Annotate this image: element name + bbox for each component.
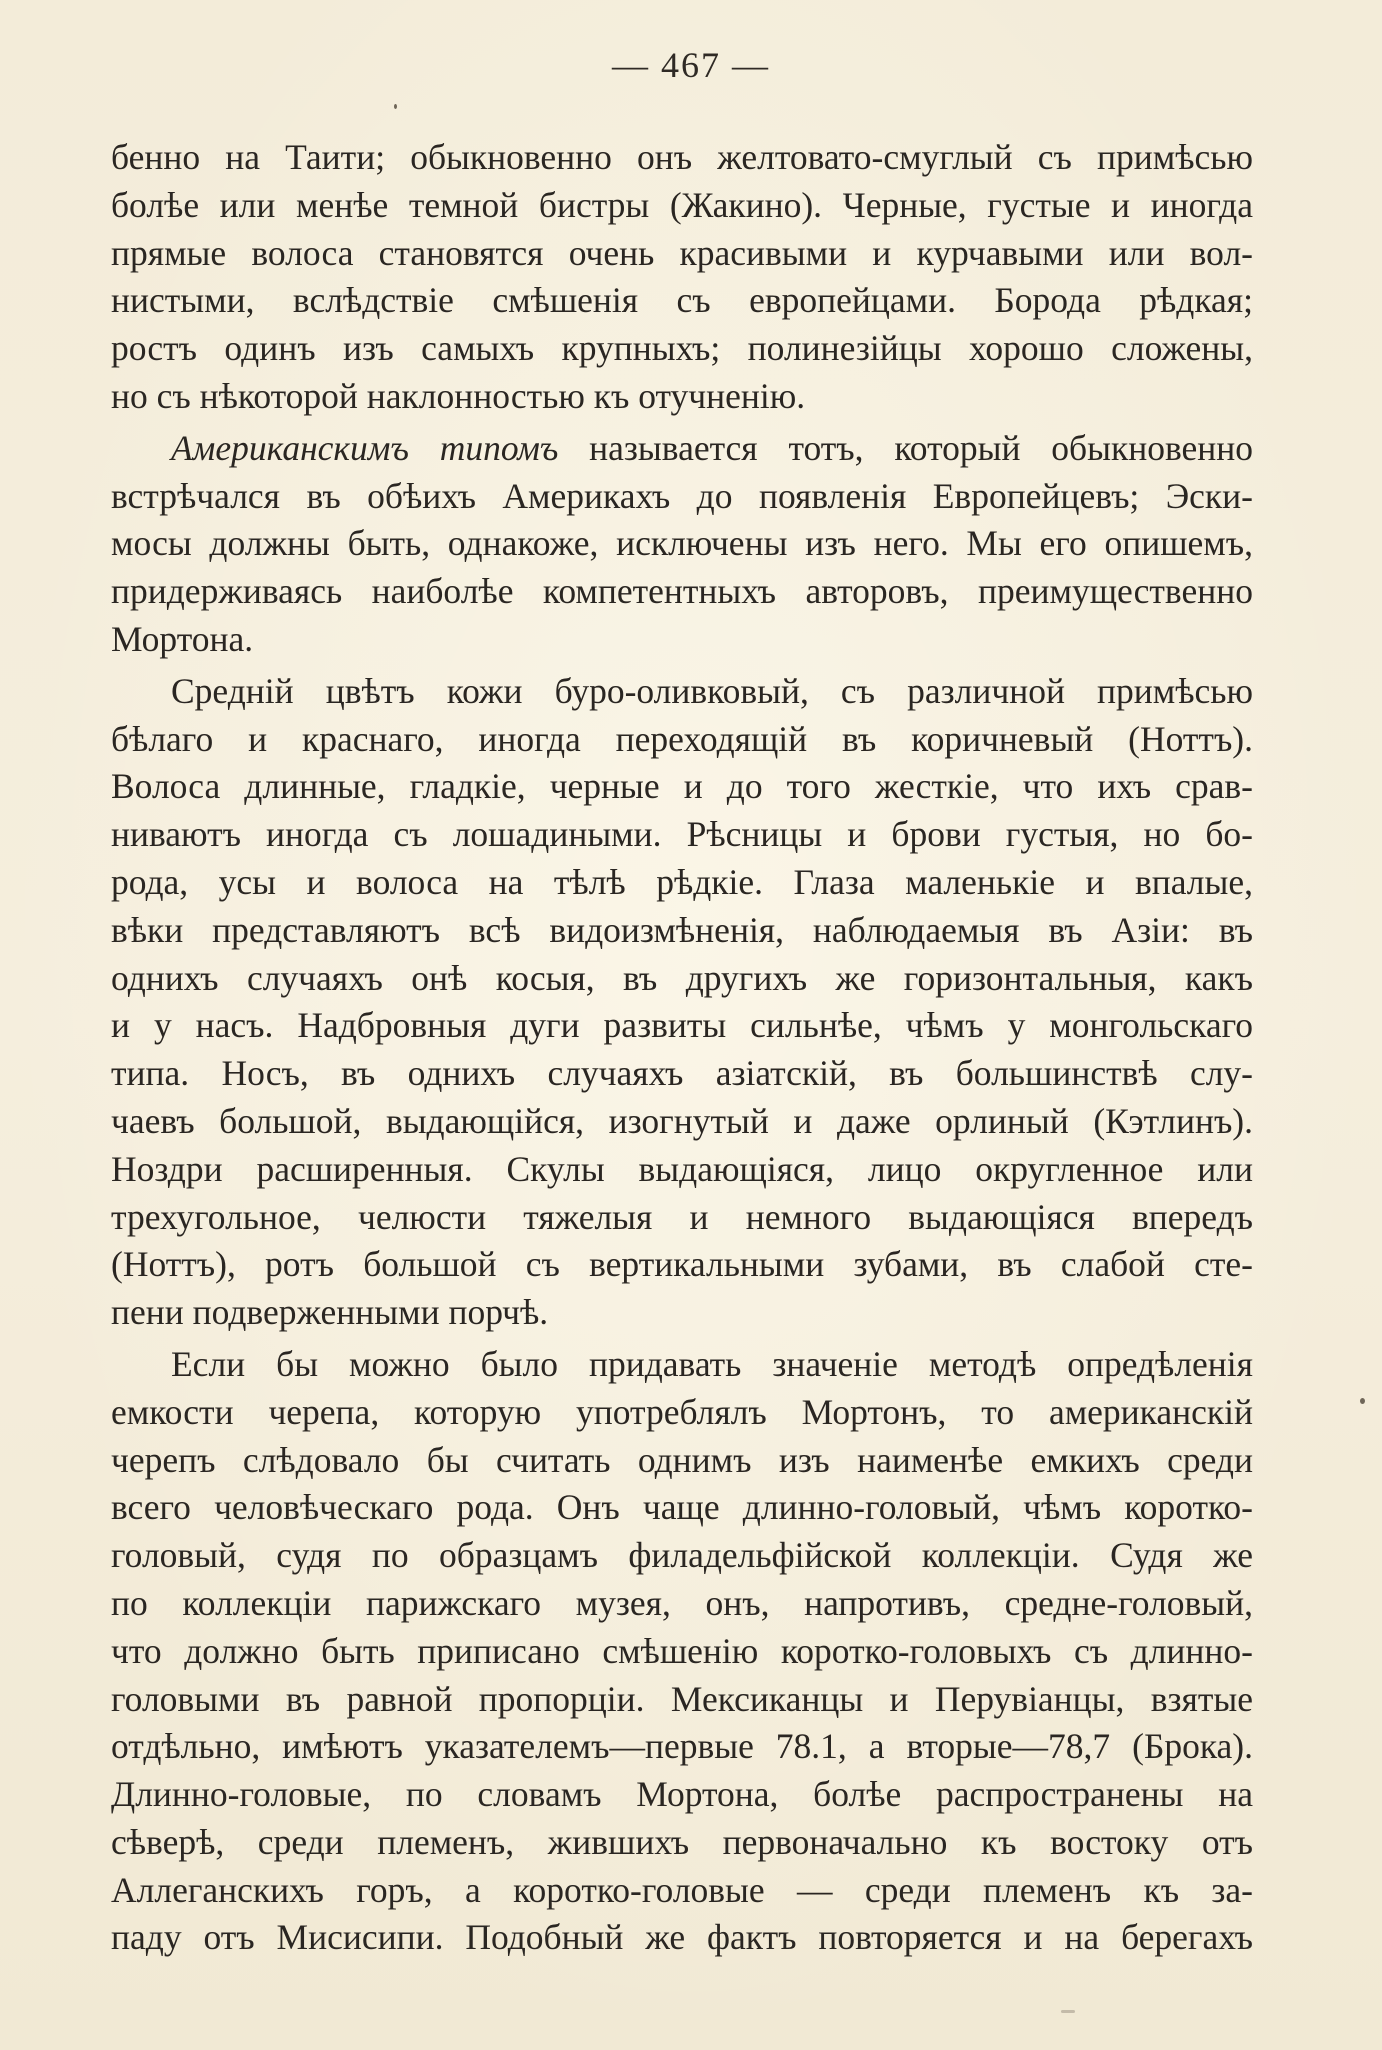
page-number: — 467 — [612, 45, 770, 85]
text-line: ниваютъ иногда съ лошадиными. Рѣсницы и брови густыя, но бо- [111, 814, 1253, 855]
text-line: встрѣчался въ обѣихъ Америкахъ до появленія Европейцевъ; Эски- [111, 475, 1253, 516]
text-line: трехугольное, челюсти тяжелыя и немного выдающіяся впередъ [111, 1196, 1253, 1237]
text-line: Длинно-головые, по словамъ Мортона, болѣе распространены на [111, 1774, 1253, 1815]
text-line: Мортона. [111, 618, 254, 659]
paragraph-1 [111, 134, 1253, 421]
paragraph-4 [111, 1341, 1253, 1962]
text-line: болѣе или менѣе темной бистры (Жакино). Черные, густые и иногда [111, 184, 1253, 225]
text-line: мосы должны быть, однакоже, исключены изъ него. Мы его опишемъ, [111, 523, 1253, 564]
text-line: бѣлаго и краснаго, иногда переходящій въ коричневый (Ноттъ). [111, 718, 1253, 759]
text-line: головыми въ равной пропорціи. Мексиканцы и Перувіанцы, взятые [111, 1678, 1253, 1719]
text-line: и у насъ. Надбровныя дуги развиты сильнѣе, чѣмъ у монгольскаго [111, 1005, 1253, 1046]
text-line: емкости черепа, которую употреблялъ Мортонъ, то американскій [111, 1391, 1253, 1432]
text-line: по коллекціи парижскаго музея, онъ, напротивъ, средне-головый, [111, 1582, 1253, 1623]
text-line: но съ нѣкоторой наклонностью къ отучненію. [111, 375, 806, 416]
text-line: черепъ слѣдовало бы считать однимъ изъ наименѣе емкихъ среди [111, 1439, 1253, 1480]
text-line: прямые волоса становятся очень красивыми и курчавыми или вол- [111, 232, 1253, 273]
italic-term: Американскимъ типомъ [171, 427, 559, 468]
text-line: придерживаясь наиболѣе компетентныхъ авторовъ, преимущественно [111, 571, 1253, 612]
paragraph-3 [111, 668, 1253, 1337]
text-line: бенно на Таити; обыкновенно онъ желтовато-смуглый съ примѣсью [111, 137, 1253, 177]
text-line: паду отъ Мисисипи. Подобный же фактъ повторяется и на берегахъ [111, 1917, 1253, 1958]
text-run: называется тотъ, который обыкновенно [589, 427, 1253, 468]
text-line: головый, судя по образцамъ филадельфійской коллекціи. Судя же [111, 1535, 1253, 1576]
text-line: что должно быть приписано смѣшенію коротко-головыхъ съ длинно- [111, 1630, 1253, 1671]
body-text [111, 134, 1253, 1962]
paragraph-2 [111, 425, 1253, 664]
scan-speck [1360, 1398, 1365, 1404]
text-line: вѣки представляютъ всѣ видоизмѣненія, наблюдаемыя въ Азіи: въ [111, 909, 1253, 950]
text-line: сѣверѣ, среди племенъ, жившихъ первоначально къ востоку отъ [111, 1821, 1253, 1862]
text-line: Ноздри расширенныя. Скулы выдающіяся, лицо округленное или [111, 1148, 1253, 1189]
scan-speck [394, 104, 397, 109]
text-line: Если бы можно было придавать значеніе методѣ опредѣленія [171, 1343, 1253, 1384]
text-line: (Ноттъ), ротъ большой съ вертикальными зубами, въ слабой сте- [111, 1244, 1253, 1285]
text-line: Аллеганскихъ горъ, а коротко-головые — среди племенъ къ за- [111, 1869, 1253, 1910]
text-line: чаевъ большой, выдающійся, изогнутый и даже орлиный (Кэтлинъ). [111, 1100, 1253, 1141]
text-line: нистыми, вслѣдствіе смѣшенія съ европейцами. Борода рѣдкая; [111, 280, 1253, 321]
text-line: Средній цвѣтъ кожи буро-оливковый, съ различной примѣсью [171, 670, 1253, 711]
text-line: пени подверженными порчѣ. [111, 1292, 549, 1333]
text-line: отдѣльно, имѣютъ указателемъ—первые 78.1, а вторые—78,7 (Брока). [111, 1726, 1253, 1767]
text-line: всего человѣческаго рода. Онъ чаще длинно-головый, чѣмъ коротко- [111, 1487, 1253, 1528]
text-line: однихъ случаяхъ онѣ косыя, въ другихъ же горизонтальныя, какъ [111, 957, 1253, 998]
text-line [111, 425, 1253, 473]
text-line: Волоса длинные, гладкіе, черные и до того жесткіе, что ихъ срав- [111, 766, 1253, 807]
scan-speck [1061, 2010, 1075, 2013]
text-line: ростъ одинъ изъ самыхъ крупныхъ; полинезійцы хорошо сложены, [111, 328, 1253, 369]
text-line: типа. Носъ, въ однихъ случаяхъ азіатскій, въ большинствѣ слу- [111, 1053, 1253, 1094]
text-line: рода, усы и волоса на тѣлѣ рѣдкіе. Глаза маленькіе и впалые, [111, 861, 1253, 902]
